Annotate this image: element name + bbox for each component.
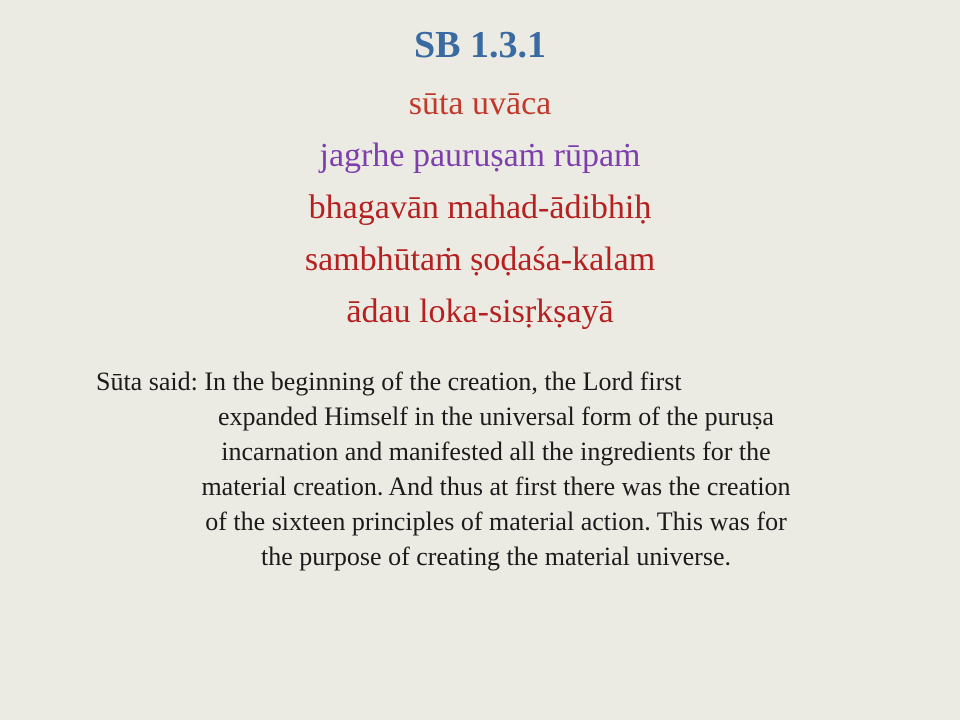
translation-line: the purpose of creating the material universe.: [261, 542, 731, 571]
translation-paragraph: [96, 364, 896, 574]
translation-line: incarnation and manifested all the ingredients for the: [221, 437, 771, 466]
translation-line: expanded Himself in the universal form of the puruṣa: [218, 402, 774, 431]
verse-line-4: ādau loka-sisṛkṣayā: [346, 293, 614, 330]
sanskrit-verse: [0, 78, 960, 338]
translation-line: material creation. And thus at first there was the creation: [201, 472, 791, 501]
verse-line-1: jagrhe pauruṣaṁ rūpaṁ: [319, 137, 641, 174]
verse-line-speaker: sūta uvāca: [408, 85, 552, 122]
translation-line: Sūta said: In the beginning of the creation, the Lord first: [96, 367, 682, 396]
verse-reference-title: SB 1.3.1: [414, 24, 546, 66]
translation-line: of the sixteen principles of material action. This was for: [205, 507, 787, 536]
verse-line-3: sambhūtaṁ ṣoḍaśa-kalam: [304, 241, 656, 278]
verse-line-2: bhagavān mahad-ādibhiḥ: [308, 189, 652, 226]
